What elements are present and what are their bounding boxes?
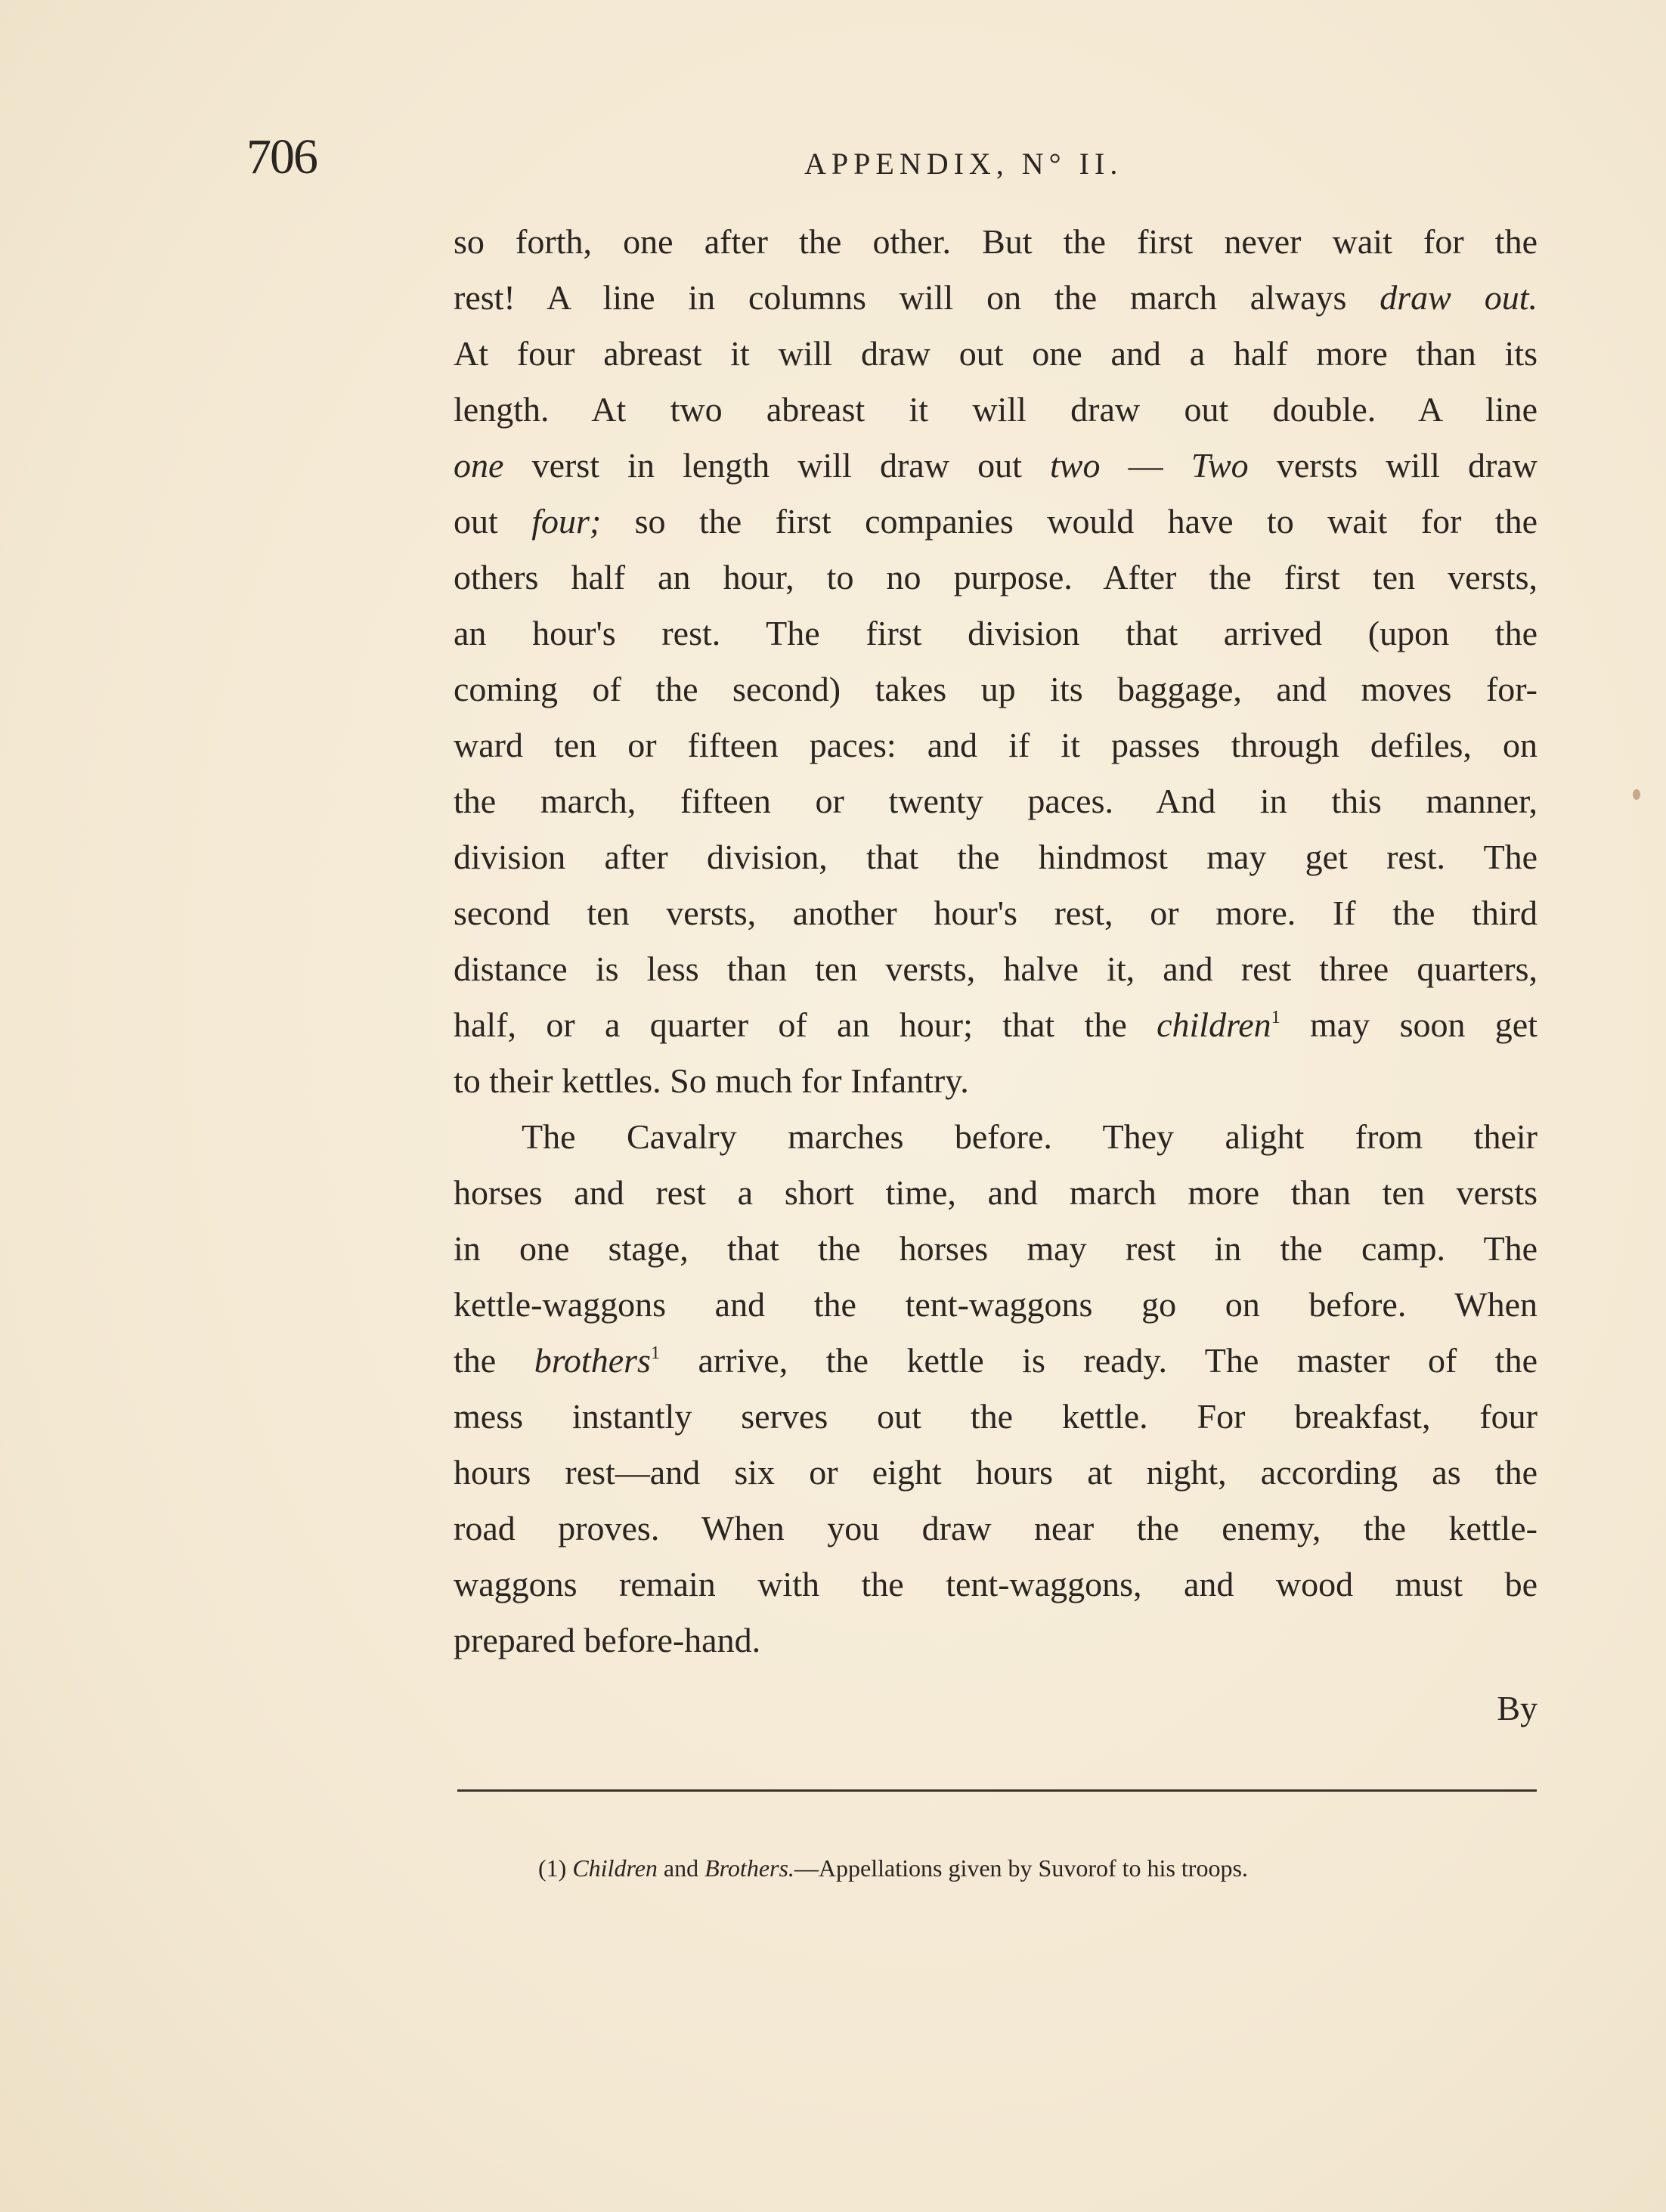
italic-phrase: draw out. — [1380, 278, 1537, 317]
page-number: 706 — [246, 129, 317, 184]
italic-word: brothers — [534, 1341, 651, 1380]
footnote: (1) Children and Brothers.—Appellations given by Suvorof to his troops. — [538, 1854, 1248, 1882]
text-line: so forth, one after the other. But the first never wait for the — [454, 222, 1537, 261]
footnote-ref: 1 — [650, 1343, 660, 1363]
text-line: to their kettles. So much for Infantry. — [454, 1061, 969, 1100]
text-line: road proves. When you draw near the enemy, the kettle- — [454, 1509, 1537, 1547]
text-line: in one stage, that the horses may rest in the camp. The — [454, 1229, 1537, 1268]
italic-word: two — [1050, 446, 1101, 485]
running-head: APPENDIX, N° II. — [804, 147, 1123, 181]
text-line: hours rest—and six or eight hours at night, according as the — [454, 1453, 1537, 1492]
text-line: the brothers$^1$ arrive, the kettle is ready. The master of the — [454, 1341, 1537, 1380]
text-line: mess instantly serves out the kettle. For breakfast, four — [454, 1397, 1537, 1436]
text-line: rest! A line in columns will on the march always draw out. — [454, 278, 1537, 317]
italic-word: one — [454, 446, 504, 485]
text-line: The Cavalry marches before. They alight from their — [522, 1117, 1537, 1156]
text-line: out four; so the first companies would have to wait for the — [454, 502, 1538, 541]
text-line: second ten versts, another hour's rest, or more. If the third — [454, 894, 1537, 932]
text-line: ward ten or fifteen paces: and if it passes through defiles, on — [454, 726, 1537, 764]
text-line: waggons remain with the tent-waggons, and wood must be — [454, 1565, 1537, 1603]
text-line: one verst in length will draw out two — Two versts will draw — [454, 446, 1537, 485]
text-line: distance is less than ten versts, halve it, and rest three quarters, — [454, 950, 1537, 988]
paper-blemish — [1633, 789, 1640, 800]
italic-word: four; — [531, 502, 602, 541]
text-line: horses and rest a short time, and march more than ten versts — [454, 1173, 1537, 1212]
text-line: At four abreast it will draw out one and a half more than its — [454, 334, 1537, 373]
text-line: coming of the second) takes up its baggage, and moves for- — [454, 670, 1537, 708]
text-line: length. At two abreast it will draw out double. A line — [454, 390, 1537, 429]
footnote-italic: Children — [572, 1854, 658, 1882]
text-line: others half an hour, to no purpose. After the first ten versts, — [454, 558, 1537, 596]
text-line: division after division, that the hindmost may get rest. The — [454, 838, 1537, 876]
body-text — [454, 214, 1537, 1736]
italic-word: children — [1157, 1005, 1271, 1044]
text-line: an hour's rest. The first division that arrived (upon the — [454, 614, 1537, 652]
text-line: kettle-waggons and the tent-waggons go on before. When — [454, 1285, 1537, 1324]
footnote-rule — [457, 1789, 1537, 1792]
footnote-ref: 1 — [1271, 1008, 1280, 1027]
catchword: By — [1497, 1689, 1537, 1727]
footnote-italic: Brothers. — [704, 1854, 794, 1882]
footnote-marker: (1) — [538, 1854, 567, 1882]
italic-word: Two — [1191, 446, 1249, 485]
text-line: the march, fifteen or twenty paces. And in this manner, — [454, 782, 1537, 820]
text-line: half, or a quarter of an hour; that the children$^1$ may soon get — [454, 1005, 1538, 1044]
text-line: prepared before-hand. — [454, 1621, 761, 1659]
